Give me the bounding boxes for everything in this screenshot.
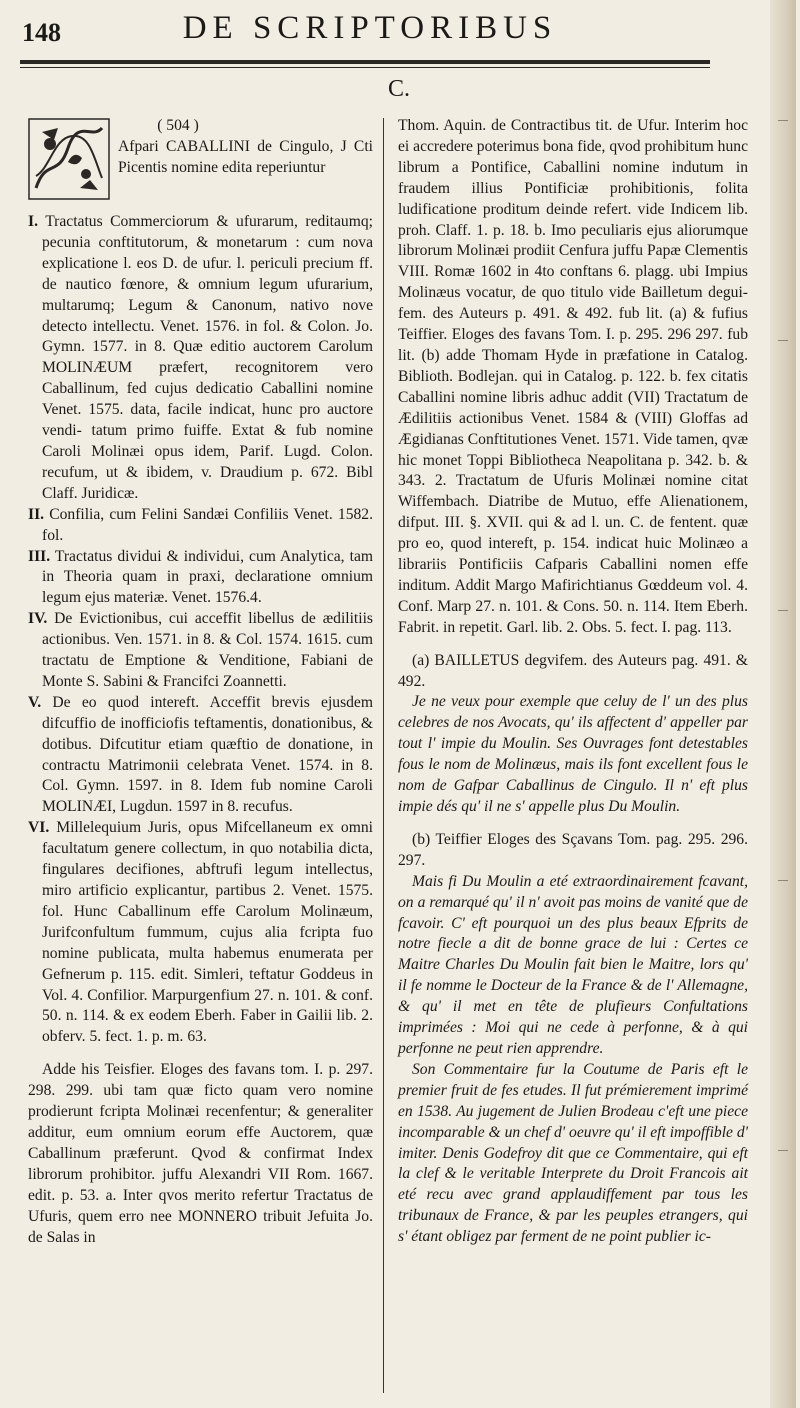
bibliography-entry [28, 212, 373, 505]
entry-number: V. [28, 693, 42, 711]
footnote-b-quote: Mais fi Du Moulin a eté extraordinairement fcavant, on a remarqué qu' il n' avoit pas moins de vanité que de fcavoir. C' eft pourquoi un des plus beaux Efprits de notre fiecle a dit de bonne grace de lui : Certes ce Maitre Charles Du Moulin fait bien le Maitre, lors qu' il fe nomme le Docteur de la France & de l' Allemagne, & qu' il met en tête de plufieurs Confultations imprimées : Moi qui ne cede à perfonne, & à qui perfonne ne peut rien apprendre. [398, 872, 748, 1057]
footnote-a-quote: Je ne veux pour exemple que celuy de l' un des plus celebres de nos Avocats, qu' ils affectent d' appeller par tout l' impie du Moulin. Ses Ouvrages font detestables fous le nom de Molinæus, mais ils font excellent fous le nom de Gafpar Caballinus de Cingulo. Il n' eft plus impie dés qu' il ne s' appelle plus Du Moulin. [398, 693, 748, 815]
entry-text: Confilia, cum Felini Sandæi Confiliis Venet. 1582. fol. [42, 505, 374, 544]
entry-text: De eo quod intereft. Acceffit brevis ejusdem difcuffio de inofficiofis teftamentis, donationibus, & dotibus. Difcutitur etiam quæftio de donatione, in contractu Matrimonii celebrata Venet. 1574. in 8. Col. Gymn. 1597. in 8. Idem fub nomine Caroli MOLINÆI, Lugdun. 1597 in 8. recufus. [42, 693, 373, 816]
entry-number: III. [28, 547, 51, 565]
footnote-a-label: (a) BAILLETUS degvifem. des Auteurs pag. 491. & 492. [398, 651, 748, 690]
entry-number: II. [28, 505, 45, 523]
entry-id: ( 504 ) [157, 117, 199, 134]
header-rule-thin [20, 67, 710, 68]
bibliography-entry [28, 693, 373, 818]
page-edge [770, 0, 796, 1408]
footnote-b-continuation: Son Commentaire fur la Coutume de Paris eft le premier fruit de fes etudes. Il fut prémierement imprimé en 1538. Au jugement de Julien Brodeau c'eft une piece incomparable & un chef d' oeuvre qu' il eft impoffible d' imiter. Denis Godefroy dit que ce Commentaire, qui eft la clef & le veritable Interprete du Droit Francois ait eté recu avec grand applaudiffement par tous les tribunaux de France, & par les peuples etrangers, qui s' étant obligez par ferment de ne point publier ic- [398, 1060, 748, 1246]
entry-number: I. [28, 213, 38, 230]
entry-text: Millelequium Juris, opus Mifcellaneum ex omni facultatum genere collectum, in quo notabilia dicta, fingulares decifiones, abftrufi legum intellectus, miro artificio explicantur, partibus 2. Venet. 1575. fol. Hunc Caballinum effe Carolum Molinæum, Jurifconfultum fummum, cujus alia fcripta fuo nomine publicata, multa habemus enumerata per Gefnerum p. 115. edit. Simleri, teftatur Goddeus in Vol. 4. Confilior. Marpurgenfium 27. n. 101. & conf. 50. n. 114. & ex eodem Eberh. Faber in Gailii lib. 2. obferv. 5. fect. 1. p. m. 63. [42, 819, 373, 1046]
entry-text: Tractatus Commerciorum & ufurarum, reditaumq; pecunia conftitutorum, & monetarum : cum nova explicatione l. eos D. de ufur. l. periculi precium ff. de nautico fœnore, & omnium legum ufurarium, multarumq; Legum & Canonum, nativo nove detecto intellectu. Venet. 1576. in fol. & Colon. Jo. Gymn. 1577. in 8. Quæ editio auctorem Carolum MOLINÆUM præfert, recognitorem vero Caballinum, fed cujus dedicatio Caballini nomine Venet. 1575. data, facile indicat, hunc pro auctore vendi- tatum primo fuiffe. Extat & fub nomine Caroli Molinæi opus idem, Parif. Lugd. Colon. recufum, ut & ibidem, v. Draudium p. 672. Bibl Claff. Juridicæ. [42, 213, 373, 502]
bibliography-entry [28, 609, 373, 693]
entry-number: IV. [28, 610, 48, 628]
entry-number: VI. [28, 819, 50, 837]
entry-intro [118, 116, 373, 179]
entry-text: Tractatus dividui & individui, cum Analytica, tam in Theoria quam in praxi, declaratione omnium legum ejus materiæ. Venet. 1576.4. [42, 547, 373, 607]
right-column [398, 116, 748, 1248]
running-head: DE SCRIPTORIBUS [182, 10, 558, 46]
ornamental-initial-icon [28, 118, 110, 200]
entry-heading [28, 116, 373, 200]
left-column [28, 116, 373, 1248]
opening-paragraph: Thom. Aquin. de Contractibus tit. de Ufur. Interim hoc ei accredere poterimus bona fide, qvod prohibitum hunc librum a Pontifice, Caballini nomine indutum in fraudem illius Pontificiæ prohibitionis, folita ludificatione proditum deinde refert. vide Indicem lib. proh. Claff. 1. p. 18. b. Imo peculiaris ejus aliorumque librorum Molinæi prodiit Cenfura juffu Papæ Clementis VIII. Romæ 1602 in 4to conftans 6. plagg. ubi Impius Molinæus vocatur, de quo titulo vide Bailletum degui- fem. des Auteurs p. 491. & 492. fub lit. (a) & fufius Teiffier. Eloges des favans Tom. I. p. 295. 296 297. fub lit. (b) adde Thomam Hyde in præfatione in Catalog. Biblioth. Bodlejan. qui in Catalog. p. 122. b. fex citatis Caballini nomine libris adhuc addit (VII) Tractatum de Ædilitiis actionibus Venet. 1584 & (VIII) Gloffas ad Ægidianas Conftitutiones Venet. 1571. Vide tamen, qvæ hic monet Toppi Bibliotheca Neapolitana p. 342. b. & 343. 2. Tractatum de Ufuris Molinæi nomine citat Wiffembach. Diatribe de Mutuo, effe Alienationem, difput. III. §. XVII. qui & ad l. un. C. de fentent. quæ pro eo, quod intereft, p. 154. indicat huic Molinæo a librariis Pontificiis Cafparis Caballini nomen effe inditum. Addit Margo Mafirichtianus Gœddeum vol. 4. Conf. Marp 27. n. 101. & Cons. 50. n. 114. Item Eberh. Fabrit. in repetit. Garl. lib. 2. Obs. 5. fect. I. pag. 113. [398, 117, 748, 636]
closing-paragraph: Adde his Teisfier. Eloges des favans tom. I. p. 297. 298. 299. ubi tam quæ ficto quam vero nomine prodierunt fcripta Molinæi recenfentur; & generaliter additur, eum omnium eorum effe Auctorem, quæ Caballinum præferunt. Qvod & confirmat Index librorum prohibitor. juffu Alexandri VII Rom. 1667. edit. p. 53. a. Inter qvos merito refertur Tractatus de Ufuris, quem erro nee MONNERO tribuit Jefuita Jo. de Salas in [28, 1061, 373, 1246]
section-letter: C. [388, 76, 411, 102]
column-divider [383, 118, 384, 1393]
bibliography-entry [28, 818, 373, 1048]
author-intro: Afpari CABALLINI de Cingulo, J Cti Picentis nomine edita reperiuntur [118, 137, 373, 176]
page-header [0, 4, 800, 68]
header-rule-thick [20, 60, 710, 64]
entry-text: De Evictionibus, cui acceffit libellus de ædilitiis actionibus. Ven. 1571. in 8. & Col. 1574. 1615. cum tractatu de Emptione & Venditione, Fabiani de Monte S. Sabini & Francifci Zoannetti. [42, 610, 374, 690]
page-number: 148 [22, 18, 61, 47]
bibliography-entry [28, 547, 373, 610]
bibliography-entry [28, 505, 373, 547]
footnote-b-label: (b) Teiffier Eloges des Sçavans Tom. pag. 295. 296. 297. [398, 830, 748, 869]
